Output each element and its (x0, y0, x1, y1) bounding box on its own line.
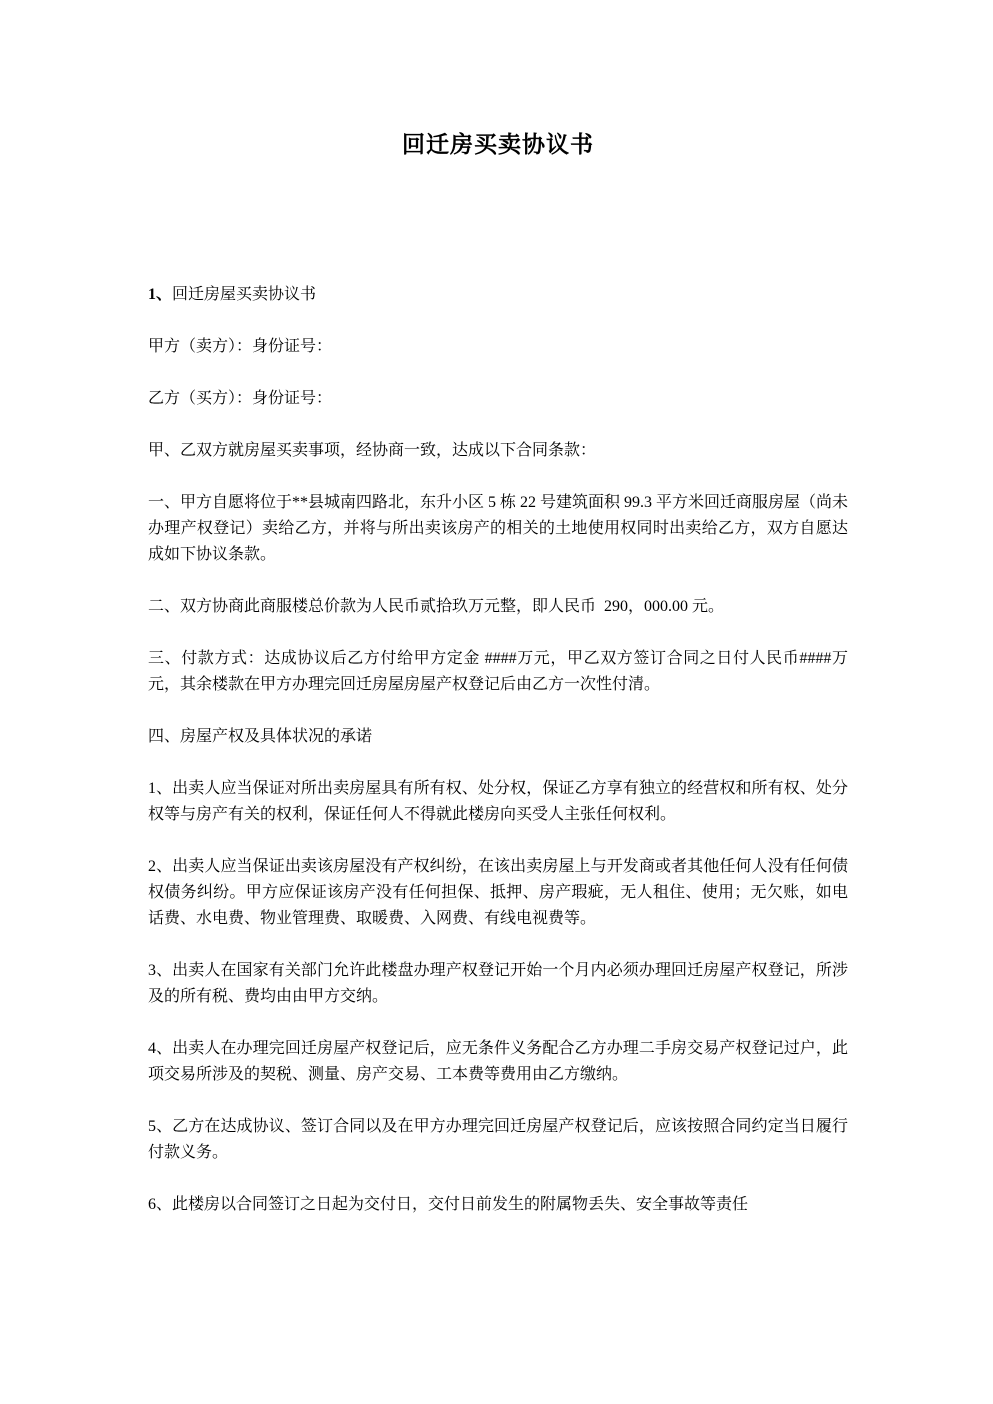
commitment-2: 2、出卖人应当保证出卖该房屋没有产权纠纷，在该出卖房屋上与开发商或者其他任何人没有任何债权债务纠纷。甲方应保证该房产没有任何担保、抵押、房产瑕疵，无人租住、使用；无欠账，如电话费、水电费、物业管理费、取暖费、入网费、有线电视费等。 (148, 858, 848, 927)
preamble: 甲、乙双方就房屋买卖事项，经协商一致，达成以下合同条款： (148, 442, 597, 459)
clause-1: 一、甲方自愿将位于**县城南四路北，东升小区 5 栋 22 号建筑面积 99.3 平方米回迁商服房屋（尚未办理产权登记）卖给乙方，并将与所出卖该房产的相关的土地使用权同时出卖给乙方，双方自愿达成如下协议条款。 (148, 494, 849, 563)
clause-3: 三、付款方式：达成协议后乙方付给甲方定金 ####万元，甲乙双方签订合同之日付人民币####万元，其余楼款在甲方办理完回迁房屋房屋产权登记后由乙方一次性付清。 (148, 650, 848, 693)
document-subtitle (148, 282, 848, 308)
subtitle-number: 1、 (148, 286, 173, 303)
commitment-5: 5、乙方在达成协议、签订合同以及在甲方办理完回迁房屋产权登记后，应该按照合同约定当日履行付款义务。 (148, 1118, 848, 1161)
clause-4-heading: 四、房屋产权及具体状况的承诺 (148, 728, 373, 745)
commitment-6: 6、此楼房以合同签订之日起为交付日，交付日前发生的附属物丢失、安全事故等责任 (148, 1196, 749, 1213)
party-a-line: 甲方（卖方）：身份证号： (148, 338, 333, 355)
subtitle-text: 回迁房屋买卖协议书 (172, 286, 317, 303)
party-b-line: 乙方（买方）：身份证号： (148, 390, 333, 407)
document-title: 回迁房买卖协议书 (402, 132, 594, 157)
clause-2: 二、双方协商此商服楼总价款为人民币贰拾玖万元整，即人民币 290，000.00 元。 (148, 598, 725, 615)
commitment-1: 1、出卖人应当保证对所出卖房屋具有所有权、处分权，保证乙方享有独立的经营权和所有权、处分权等与房产有关的权利，保证任何人不得就此楼房向买受人主张任何权利。 (148, 780, 848, 823)
commitment-4: 4、出卖人在办理完回迁房屋产权登记后，应无条件义务配合乙方办理二手房交易产权登记过户，此项交易所涉及的契税、测量、房产交易、工本费等费用由乙方缴纳。 (148, 1040, 848, 1083)
commitment-3: 3、出卖人在国家有关部门允许此楼盘办理产权登记开始一个月内必须办理回迁房屋产权登记，所涉及的所有税、费均由由甲方交纳。 (148, 962, 848, 1005)
